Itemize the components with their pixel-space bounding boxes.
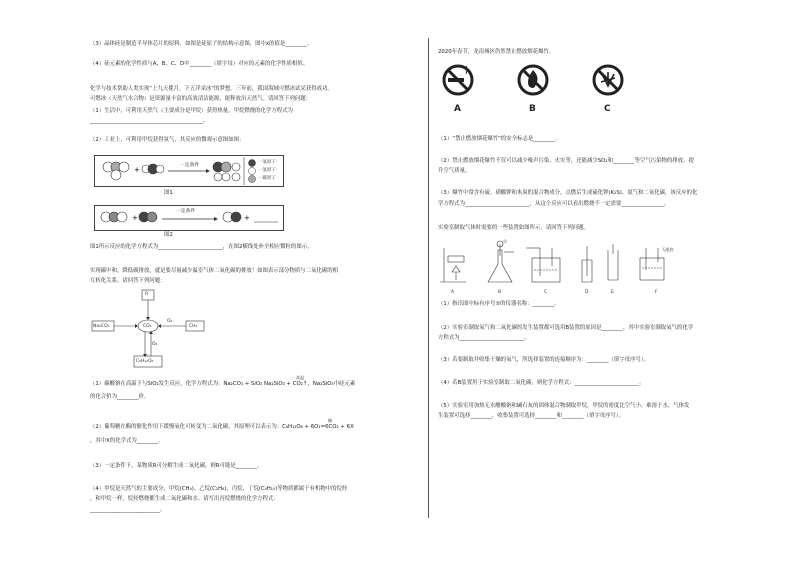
lab-q4: （4）若B装置用于实验室制取二氧化碳，则化学方程式：________________________。 [438, 380, 645, 386]
diagram-ch4: CH₄ [189, 324, 198, 329]
lab-q2: （2）实验室制取氧气和二氧化碳的发生装置都可选用B装置的原因是________，其中实验室制取氧气的化学 [438, 325, 694, 331]
lab-intro: 实验室制取气体时需要的一些装置如图所示，请回答下列问题。 [438, 225, 589, 231]
legend-oxygen: 一氧原子 [258, 160, 276, 165]
lab-apparatus [436, 240, 686, 288]
carbon-q3: （3）一定条件下，某物质R可分解生成二氧化碳，则R可能是________。 [90, 463, 263, 469]
carbon-q2: （2）葡萄糖在酶的催化作用下缓慢氧化可转变为二氧化碳，其原理可以表示为：C₆H₁₂O₆ + 6O₂=6CO₂ + 6X [90, 424, 354, 430]
carbon-neutral-intro-2: 互转化关系。请回答下列问题： [90, 278, 166, 284]
figure-1-molecules [94, 155, 284, 187]
legend-carbon: 一碳原子 [258, 176, 276, 181]
apparatus-note: 无瓶底 [662, 247, 674, 252]
apparatus-a [440, 248, 466, 282]
carbon-q4: （4）甲烷是天然气的主要成分，甲烷(CH₄)、乙烷(C₂H₆)、丙烷、丁烷(C₄H₁₀)等物质都属于有机物中的烷烃 [90, 486, 348, 492]
svg-text:+: + [134, 166, 140, 174]
carbon-q4b: ，和甲烷一样，烷烃燃烧都生成二氧化碳和水。请写出丙烷燃烧的化学方程式： [90, 496, 279, 502]
figure-1-caption: 图1 [164, 190, 173, 196]
carbon-q1: （1）碳酸钠在高温下与SiO₂发生反应，化学方程式为：Na₂CO₃ + SiO₂ Na₂SiO₃ + CO₂↑，Na₂SiO₃中硅元素 [90, 381, 356, 387]
sign-a-no-smoking-icon [444, 66, 472, 94]
answer-line: __________________________________________。 [90, 118, 209, 124]
carbon-q2b: ，其中X的化学式为________。 [90, 438, 164, 444]
figure-2-caption: 图2 [164, 232, 173, 238]
co2-transformation-diagram [90, 288, 220, 370]
firework-q3: （3）爆竹中常含有硫、硝酸钾和木炭的混合物成分，点燃后生成硫化钾(K₂S)、氮气和二氧化碳，该反应的化 [438, 190, 698, 196]
firework-intro: 2020年春节，龙南城区仍然禁止燃放烟花爆竹。 [438, 49, 555, 55]
reactant-methane [103, 162, 129, 180]
figure-2-condition: 一定条件 [176, 209, 196, 214]
apparatus-b [488, 241, 514, 282]
apparatus-label-f: F [655, 290, 658, 295]
firework-q1: （1）“禁止燃放烟花爆竹”的安全标志是________。 [438, 136, 561, 142]
sign-label-b: B [529, 104, 536, 114]
question-3-text: （3）晶体硅是制造半导体芯片的原料，如图是硅原子的结构示意图，图中x的值是________。 [90, 41, 313, 47]
column-divider [428, 38, 429, 518]
diagram-o2-bottom: O₂ [152, 342, 158, 347]
apparatus-label-a: A [451, 290, 455, 295]
apparatus-label-b: B [498, 290, 502, 295]
carbon-q1b: 的化合价为________价。 [90, 394, 150, 400]
safety-signs [438, 62, 638, 102]
carbon-q4c: __________________________。 [90, 507, 166, 513]
firework-q2b: 升空气质量。 [438, 168, 471, 174]
lab-q1: （1）指出图中标有序号①的仪器名称：________。 [438, 301, 560, 307]
sign-label-c: C [604, 104, 611, 114]
apparatus-f [640, 248, 664, 280]
figure-1-equation-question: 图1所示反应的化学方程式为________________________，在图2横线处补全相应微粒的图示。 [90, 244, 313, 250]
methane-question-1: （1）生活中，可利用天然气（主要成分是甲烷）获得热量。甲烷燃烧的化学方程式为 [90, 108, 293, 114]
q2-condition: 酶 [328, 418, 332, 423]
lab-q2b: 方程式为________________________。 [438, 335, 530, 341]
sign-label-a: A [454, 104, 461, 114]
diagram-r: R [145, 292, 149, 297]
svg-text:+: + [132, 214, 138, 222]
lab-q5: （5）实验室用加热无水醋酸钠和碱石灰的固体混合物制取甲烷，甲烷的密度比空气小、难溶于水，气体发 [438, 403, 690, 409]
paragraph-intro-2: 可燃冰（天然气水合物）是资源量丰富的高效清洁能源，能释放出天然气。请回答下列问题： [90, 96, 312, 102]
apparatus-d [582, 246, 592, 282]
apparatus-c [526, 248, 560, 282]
lab-q5b: 生装置可选择________，收集装置可选择________和________（填字母序号）。 [438, 413, 624, 419]
paragraph-intro-1: 化学与技术帮助人类实现“上九天揽月，下五洋采冰”的梦想。三年前，我国海域可燃冰试采获得成功。 [90, 86, 333, 92]
sign-b-no-fire-icon [519, 66, 547, 94]
diagram-glucose: C₆H₁₂O₆ [136, 359, 154, 364]
methane-question-2: （2）工业上，可利用甲烷获得氢气，其反应的微观示意图如图： [90, 137, 245, 143]
legend-hydrogen: 一氢原子 [258, 168, 276, 173]
carbon-neutral-intro-1: 实现碳中和，降低碳排放，就是要尽量减少温室气体二氧化碳的排放！如图表示部分物质与二氧化碳的相 [90, 268, 338, 274]
apparatus-label-c: C [544, 290, 548, 295]
apparatus-e [608, 244, 618, 280]
firework-q2: （2）禁止燃放烟花爆竹不仅可以减少噪声污染、火灾等，还能减少SO₂和________等空气污染物的排放，提 [438, 158, 694, 164]
diagram-na2co3: Na₂CO₃ [93, 324, 110, 329]
q1-condition: 高温 [296, 375, 304, 380]
apparatus-label-e: E [611, 290, 614, 295]
question-4-text: （4）硅元素的化学性质与A、B、C、D中________（填字母）对应的元素的化学性质相似。 [90, 61, 309, 67]
sign-c-no-fireworks-icon [594, 66, 622, 94]
svg-text:+: + [244, 214, 250, 222]
reactant-water [142, 164, 164, 174]
apparatus-mark: ① [503, 240, 508, 245]
figure-1-condition: 一定条件 [180, 163, 200, 168]
products [213, 162, 240, 181]
firework-q3b: 学方程式为________________________，从这个反应可以看出燃烧不一定需要________________。 [438, 201, 670, 207]
diagram-co2: CO₂ [143, 324, 152, 329]
lab-q3: （3）若要制取并收集干燥的氧气，所选择装置的连接顺序为：________（填字母序号）。 [438, 357, 649, 363]
diagram-o2-right: O₂ [167, 319, 173, 324]
apparatus-label-d: D [585, 290, 589, 295]
